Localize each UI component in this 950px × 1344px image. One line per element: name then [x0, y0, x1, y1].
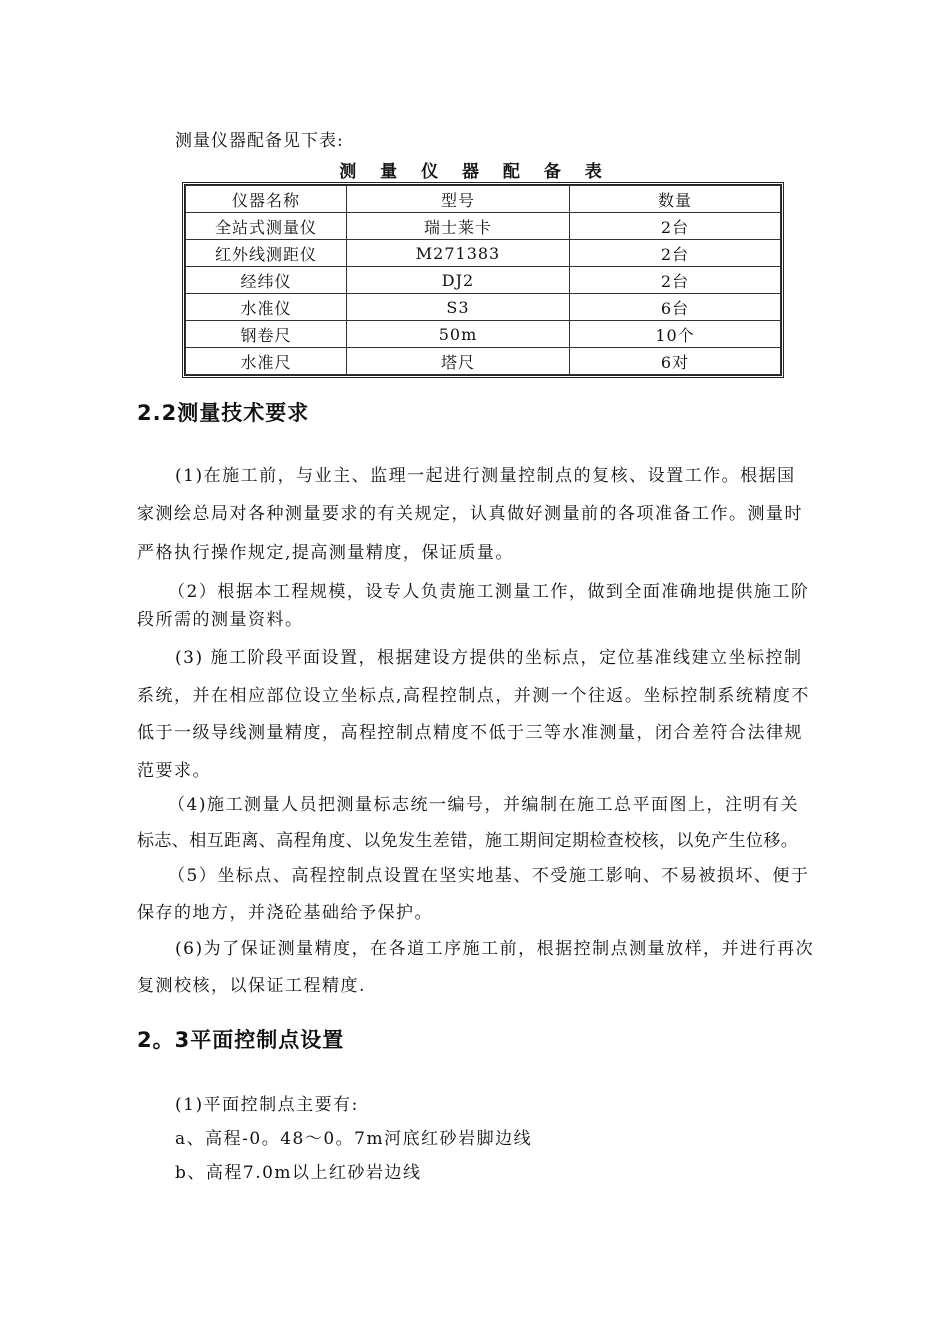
table-cell: 塔尺 [347, 348, 570, 375]
table-header-row [186, 186, 781, 213]
paragraph-line: 低于一级导线测量精度，高程控制点精度不低于三等水准测量，闭合差符合法律规 [137, 723, 803, 743]
table-cell: 水准仪 [186, 294, 347, 321]
paragraph-line: 严格执行操作规定,提高测量精度，保证质量。 [137, 543, 514, 563]
table-cell: 红外线测距仪 [186, 240, 347, 267]
instrument-table-frame [182, 182, 784, 378]
table-row [186, 321, 781, 348]
table-cell: 6对 [570, 348, 781, 375]
table-cell: DJ2 [347, 267, 570, 294]
paragraph-line: (6)为了保证测量精度，在各道工序施工前，根据控制点测量放样，并进行再次 [175, 939, 815, 959]
section-heading-2-3: 2。3平面控制点设置 [137, 1028, 345, 1052]
table-cell: 瑞士莱卡 [347, 213, 570, 240]
table-row [186, 267, 781, 294]
intro-text: 测量仪器配备见下表: [175, 131, 344, 151]
table-cell: 2台 [570, 240, 781, 267]
table-cell: 全站式测量仪 [186, 213, 347, 240]
paragraph-line: (3) 施工阶段平面设置，根据建设方提供的坐标点，定位基准线建立坐标控制 [175, 648, 803, 668]
list-item: (1)平面控制点主要有: [175, 1095, 359, 1115]
section-heading-2-2: 2.2测量技术要求 [137, 401, 310, 425]
paragraph-line: (1)在施工前，与业主、监理一起进行测量控制点的复核、设置工作。根据国 [175, 466, 796, 486]
paragraph-line: 保存的地方，并浇砼基础给予保护。 [137, 903, 433, 923]
table-cell: S3 [347, 294, 570, 321]
paragraph-line: （5）坐标点、高程控制点设置在坚实地基、不受施工影响、不易被损坏、便于 [168, 866, 810, 886]
paragraph-line: 家测绘总局对各种测量要求的有关规定，认真做好测量前的各项准备工作。测量时 [137, 504, 803, 524]
table-cell: 10个 [570, 321, 781, 348]
table-cell: 2台 [570, 267, 781, 294]
table-cell: 经纬仪 [186, 267, 347, 294]
paragraph-line: 复测校核，以保证工程精度. [137, 976, 366, 996]
list-item: a、高程-0。48～0。7m河底红砂岩脚边线 [175, 1129, 533, 1149]
table-row [186, 294, 781, 321]
paragraph-line: 段所需的测量资料。 [137, 610, 304, 630]
paragraph-line: 范要求。 [137, 761, 211, 781]
table-row [186, 240, 781, 267]
table-cell: M271383 [347, 240, 570, 267]
table-cell: 钢卷尺 [186, 321, 347, 348]
list-item: b、高程7.0m以上红砂岩边线 [175, 1163, 422, 1183]
table-header-cell: 仪器名称 [186, 186, 347, 213]
paragraph-line: （4)施工测量人员把测量标志统一编号，并编制在施工总平面图上，注明有关 [168, 795, 799, 815]
paragraph-line: （2）根据本工程规模，设专人负责施工测量工作，做到全面准确地提供施工阶 [168, 582, 810, 602]
table-cell: 6台 [570, 294, 781, 321]
instrument-table [185, 185, 781, 375]
table-cell: 水准尺 [186, 348, 347, 375]
table-title: 测 量 仪 器 配 备 表 [339, 162, 611, 182]
table-header-cell: 数量 [570, 186, 781, 213]
table-cell: 2台 [570, 213, 781, 240]
table-header-cell: 型号 [347, 186, 570, 213]
paragraph-line: 系统，并在相应部位设立坐标点,高程控制点，并测一个往返。坐标控制系统精度不 [137, 686, 810, 706]
table-row [186, 348, 781, 375]
table-row [186, 213, 781, 240]
paragraph-line: 标志、相互距离、高程角度、以免发生差错，施工期间定期检查校核，以免产生位移。 [137, 831, 799, 851]
table-cell: 50m [347, 321, 570, 348]
